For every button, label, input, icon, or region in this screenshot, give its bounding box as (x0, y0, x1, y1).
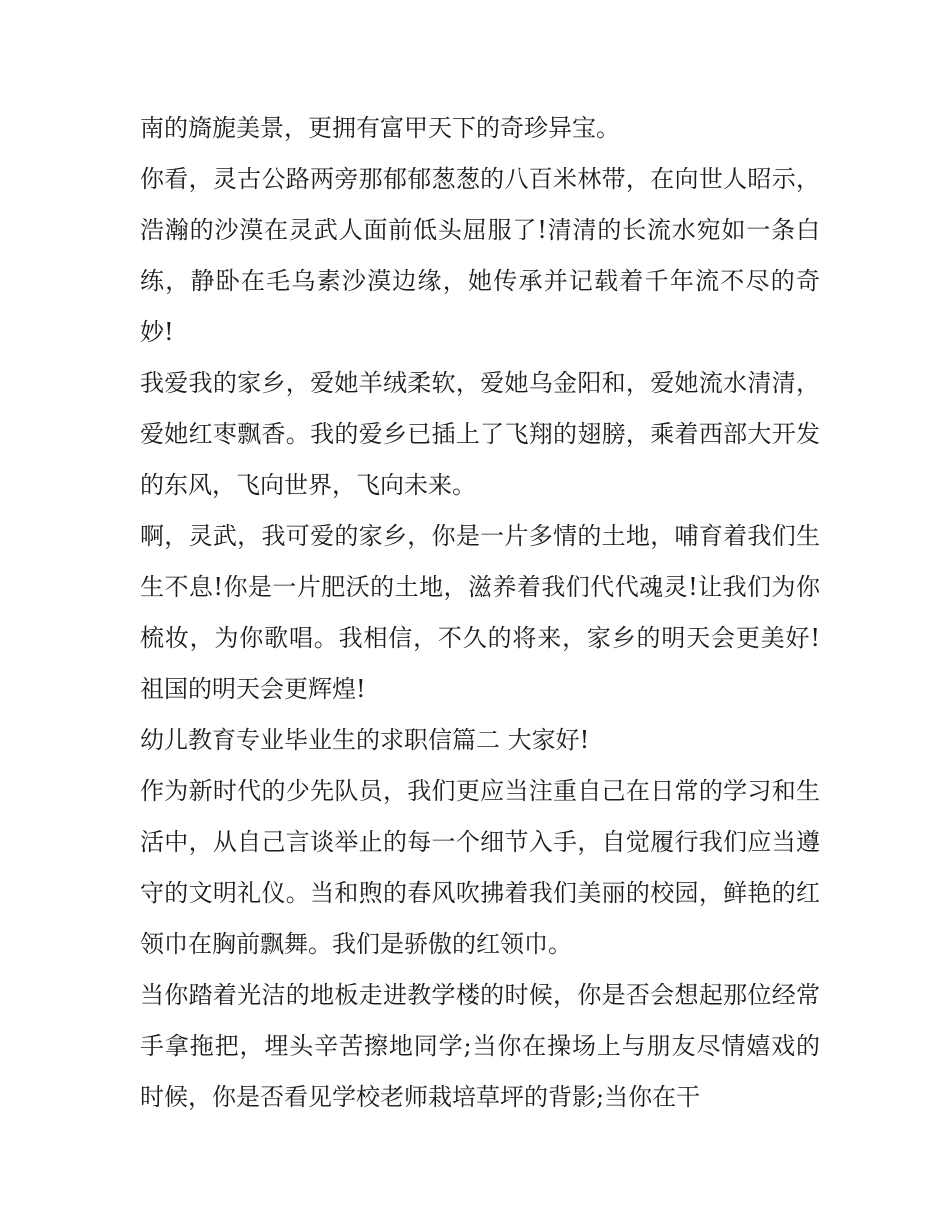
paragraph-6: 当你踏着光洁的地板走进教学楼的时候，你是否会想起那位经常手拿拖把，埋头辛苦擦地同学;当你在操场上与朋友尽情嬉戏的时候，你是否看见学校老师栽培草坪的背影;当你在干 (140, 981, 820, 1111)
paragraph-3: 我爱我的家乡，爱她羊绒柔软，爱她乌金阳和，爱她流水清清，爱她红枣飘香。我的爱乡已插上了飞翔的翅膀，乘着西部大开发的东风，飞向世界，飞向未来。 (140, 369, 820, 499)
document-body (140, 103, 820, 1123)
paragraph-5: 作为新时代的少先队员，我们更应当注重自己在日常的学习和生活中，从自己言谈举止的每一个细节入手，自觉履行我们应当遵守的文明礼仪。当和煦的春风吹拂着我们美丽的校园，鲜艳的红领巾在胸前飘舞。我们是骄傲的红领巾。 (140, 777, 820, 958)
paragraph-1: 南的旖旎美景，更拥有富甲天下的奇珍异宝。 (140, 114, 620, 142)
paragraph-4: 啊，灵武，我可爱的家乡，你是一片多情的土地，哺育着我们生生不息!你是一片肥沃的土地，滋养着我们代代魂灵!让我们为你梳妆，为你歌唱。我相信，不久的将来，家乡的明天会更美好!祖国的明天会更辉煌! (140, 522, 820, 703)
section-heading: 幼儿教育专业毕业生的求职信篇二 大家好! (140, 726, 590, 754)
paragraph-2: 你看，灵古公路两旁那郁郁葱葱的八百米林带，在向世人昭示，浩瀚的沙漠在灵武人面前低头屈服了!清清的长流水宛如一条白练，静卧在毛乌素沙漠边缘，她传承并记载着千年流不尽的奇妙! (140, 165, 820, 346)
